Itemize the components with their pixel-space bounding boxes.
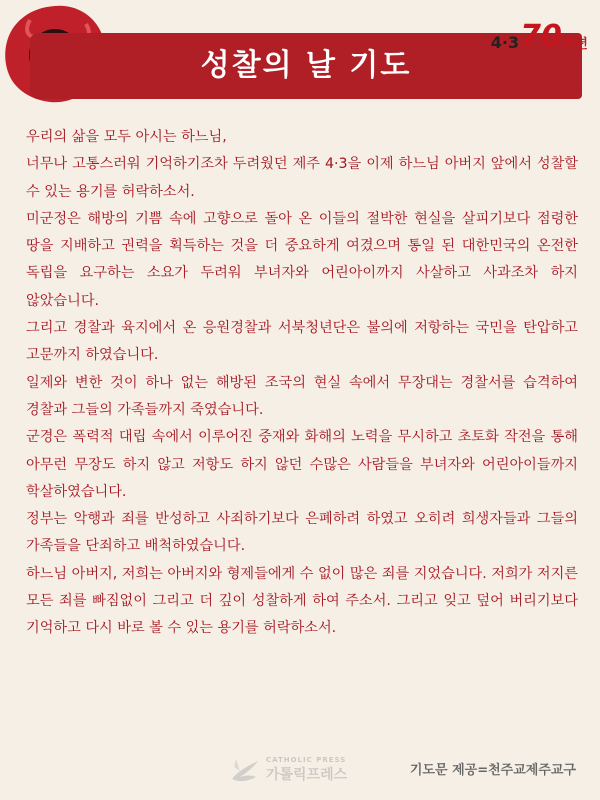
prayer-paragraph: 정부는 악행과 죄를 반성하고 사죄하기보다 은폐하려 하였고 오히려 희생자들과 그들의 가족들을 단죄하고 배척하였습니다. (26, 511, 578, 555)
prayer-body (26, 124, 578, 643)
anniversary-number: 4·3 (490, 33, 520, 52)
anniversary-big-number: 70 (520, 19, 562, 54)
prayer-paragraph: 너무나 고통스러워 기억하기조차 두려웠던 제주 4·3을 이제 하느님 아버지 앞에서 성찰할 수 있는 용기를 허락하소서. (26, 156, 578, 200)
dove-logo-icon (228, 753, 262, 787)
prayer-paragraph: 우리의 삶을 모두 아시는 하느님, (26, 129, 227, 145)
prayer-paragraph: 일제와 변한 것이 하나 없는 해방된 조국의 현실 속에서 무장대는 경찰서를 습격하여 경찰과 그들의 가족들까지 죽였습니다. (26, 374, 578, 418)
page-title: 성찰의 날 기도 (200, 48, 412, 83)
prayer-credit: 기도문 제공=천주교제주교구 (409, 763, 576, 778)
logo-korean-text: 가톨릭프레스 (266, 767, 348, 783)
prayer-paragraph: 미군정은 해방의 기쁨 속에 고향으로 돌아 온 이들의 절박한 현실을 살피기보다 점령한 땅을 지배하고 권력을 획득하는 것을 더 중요하게 여겼으며 통일 된 대한민국의 온전한 독립을 요구하는 소요가 두려워 부녀자와 어린아이까지 사살하고 사과조차 하지 않았습니다. (26, 210, 578, 309)
prayer-paragraph: 그리고 경찰과 육지에서 온 응원경찰과 서북청년단은 불의에 저항하는 국민을 탄압하고 고문까지 하였습니다. (26, 320, 578, 364)
anniversary-suffix: 주년 (562, 37, 588, 52)
anniversary-badge (491, 18, 588, 52)
catholic-press-logo (228, 752, 347, 788)
prayer-paragraph: 군경은 폭력적 대립 속에서 이루어진 중재와 화해의 노력을 무시하고 초토화 작전을 통해 아무런 무장도 하지 않고 저항도 하지 않던 수많은 사람들을 부녀자와 어린아이들까지 학살하였습니다. (26, 429, 578, 500)
logo-english-text: CATHOLIC PRESS (266, 756, 347, 764)
prayer-paragraph: 하느님 아버지, 저희는 아버지와 형제들에게 수 없이 많은 죄를 지었습니다. 저희가 저지른 모든 죄를 빠짐없이 그리고 더 깊이 성찰하게 하여 주소서. 그리고 잊고 덮어 버리기보다 기억하고 다시 바로 볼 수 있는 용기를 허락하소서. (26, 565, 579, 637)
